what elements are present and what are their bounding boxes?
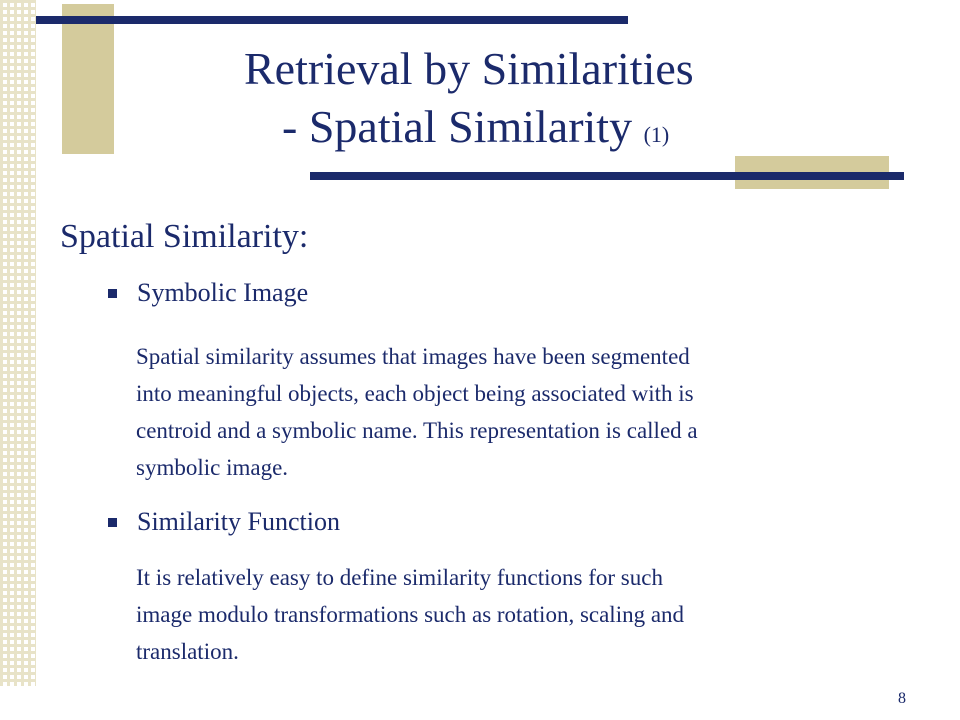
- slide-title-line1: Retrieval by Similarities: [244, 43, 694, 94]
- bullet-square-icon: [108, 289, 117, 298]
- decorative-title-rule-bottom: [310, 172, 904, 180]
- decorative-tan-block-top: [62, 4, 114, 154]
- decorative-stripe-border: [0, 0, 36, 686]
- section-heading: Spatial Similarity:: [60, 218, 309, 255]
- paragraph-line: Spatial similarity assumes that images have been segmented: [136, 344, 690, 369]
- slide-title-line2: [140, 98, 940, 164]
- slide-title-line2-text: - Spatial Similarity: [282, 101, 633, 152]
- bullet-description-similarity-function: [136, 559, 926, 670]
- bullet-description-symbolic-image: [136, 338, 926, 486]
- bullet-square-icon: [108, 518, 117, 527]
- paragraph-line: image modulo transformations such as rotation, scaling and: [136, 602, 685, 627]
- bullet-label: Symbolic Image: [137, 278, 309, 307]
- paragraph-line: into meaningful objects, each object being associated with is: [136, 381, 694, 406]
- paragraph-line: It is relatively easy to define similarity functions for such: [136, 565, 663, 590]
- paragraph-line: centroid and a symbolic name. This representation is called a: [136, 418, 698, 443]
- slide-title: [140, 40, 940, 164]
- decorative-title-rule-top: [36, 16, 628, 24]
- bullet-symbolic-image: [108, 278, 308, 308]
- bullet-label: Similarity Function: [137, 507, 340, 536]
- bullet-similarity-function: [108, 507, 340, 537]
- paragraph-line: symbolic image.: [136, 455, 289, 480]
- paragraph-line: translation.: [136, 639, 239, 664]
- slide-title-tag: (1): [643, 122, 670, 147]
- page-number: 8: [898, 690, 906, 707]
